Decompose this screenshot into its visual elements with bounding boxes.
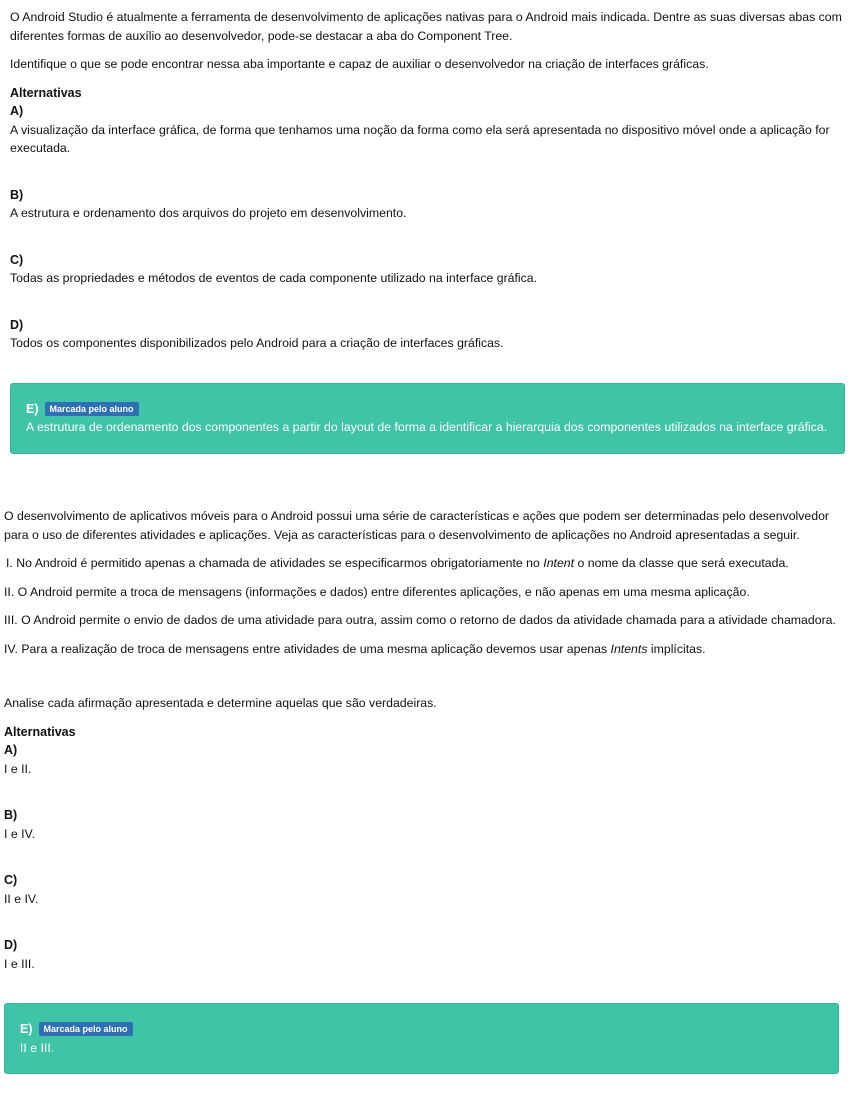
alternative-letter: B): [10, 187, 24, 202]
alternative-text: I e IV.: [4, 826, 35, 841]
alternative-c[interactable]: [4, 871, 846, 908]
alternative-letter: A): [10, 104, 24, 118]
alternative-letter: A): [4, 743, 18, 757]
statement-3: III. O Android permite o envio de dados de uma atividade para outra, assim como o retorno de dados da atividade chamada para a atividade chamadora.: [4, 613, 836, 627]
statement-text: IV. Para a realização de troca de mensagens entre atividades de uma mesma aplicação devemos usar apenas: [4, 641, 611, 656]
selected-alternative-e[interactable]: [4, 1003, 839, 1074]
alternative-c[interactable]: [10, 251, 846, 288]
question-intro: O Android Studio é atualmente a ferramenta de desenvolvimento de aplicações nativas para o Android mais indicada. Dentre as suas diversas abas com diferentes formas de auxílio ao desenvolvedor, pode-se destacar a aba do Component Tree.: [10, 10, 842, 43]
selected-alternative-e[interactable]: [10, 383, 845, 454]
alternative-text: A estrutura e ordenamento dos arquivos do projeto em desenvolvimento.: [10, 206, 407, 220]
alternative-text: I e III.: [4, 956, 35, 971]
question-task: Identifique o que se pode encontrar nessa aba importante e capaz de auxiliar o desenvolvedor na criação de interfaces gráficas.: [10, 57, 709, 71]
student-marked-badge: Marcada pelo aluno: [39, 1022, 133, 1036]
alternative-letter: E): [26, 401, 39, 416]
alternative-b[interactable]: [4, 806, 846, 843]
alternatives-heading: Alternativas: [10, 85, 82, 100]
alternative-d[interactable]: [4, 936, 846, 973]
question-intro: O desenvolvimento de aplicativos móveis para o Android possui uma série de características e ações que podem ser determinadas pelo desenvolvedor para o uso de diferentes atividades e aplicações. Veja as características para o desenvolvimento de aplicações no Android apresentadas a seguir.: [4, 509, 830, 542]
alternative-letter: D): [4, 938, 18, 952]
alternative-d[interactable]: [10, 316, 846, 353]
alternative-letter: D): [10, 317, 24, 332]
statement-1: [4, 554, 846, 573]
statement-term: Intents: [610, 641, 648, 656]
question-2: [4, 507, 846, 1074]
alternative-text: A visualização da interface gráfica, de forma que tenhamos uma noção da forma como ela será apresentada no dispositivo móvel onde a aplicação for executada.: [10, 122, 830, 155]
alternative-letter: E): [20, 1022, 33, 1036]
selected-alternative-header: [20, 1020, 838, 1039]
statement-text: I. No Android é permitido apenas a chamada de atividades se especificarmos obrigatoriamente no: [6, 556, 544, 570]
alternative-letter: C): [10, 252, 24, 267]
statement-2: II. O Android permite a troca de mensagens (informações e dados) entre diferentes aplicações, e não apenas em uma mesma aplicação.: [4, 584, 750, 599]
alternative-a[interactable]: [10, 102, 846, 158]
alternatives-heading: Alternativas: [4, 724, 76, 739]
alternative-text: II e IV.: [4, 891, 39, 906]
alternative-letter: C): [4, 873, 18, 887]
selected-alternative-header: [26, 400, 844, 419]
alternative-letter: B): [4, 808, 18, 822]
statement-4: [4, 640, 846, 659]
alternative-text: I e II.: [4, 761, 32, 776]
alternative-text: A estrutura de ordenamento dos componentes a partir do layout de forma a identificar a hierarquia dos componentes utilizados na interface gráfica.: [26, 420, 828, 434]
alternative-text: II e III.: [20, 1040, 55, 1055]
alternative-text: Todos os componentes disponibilizados pelo Android para a criação de interfaces gráficas.: [10, 336, 504, 350]
student-marked-badge: Marcada pelo aluno: [45, 402, 139, 416]
statement-text: o nome da classe que será executada.: [574, 556, 789, 570]
question-task: Analise cada afirmação apresentada e determine aquelas que são verdadeiras.: [4, 696, 437, 710]
alternative-a[interactable]: [4, 741, 846, 778]
statement-term: Intent: [543, 556, 575, 570]
alternative-text: Todas as propriedades e métodos de eventos de cada componente utilizado na interface gráfica.: [10, 271, 538, 285]
statement-text: implícitas.: [647, 641, 706, 656]
question-1: [10, 8, 846, 454]
alternative-b[interactable]: [10, 186, 846, 223]
